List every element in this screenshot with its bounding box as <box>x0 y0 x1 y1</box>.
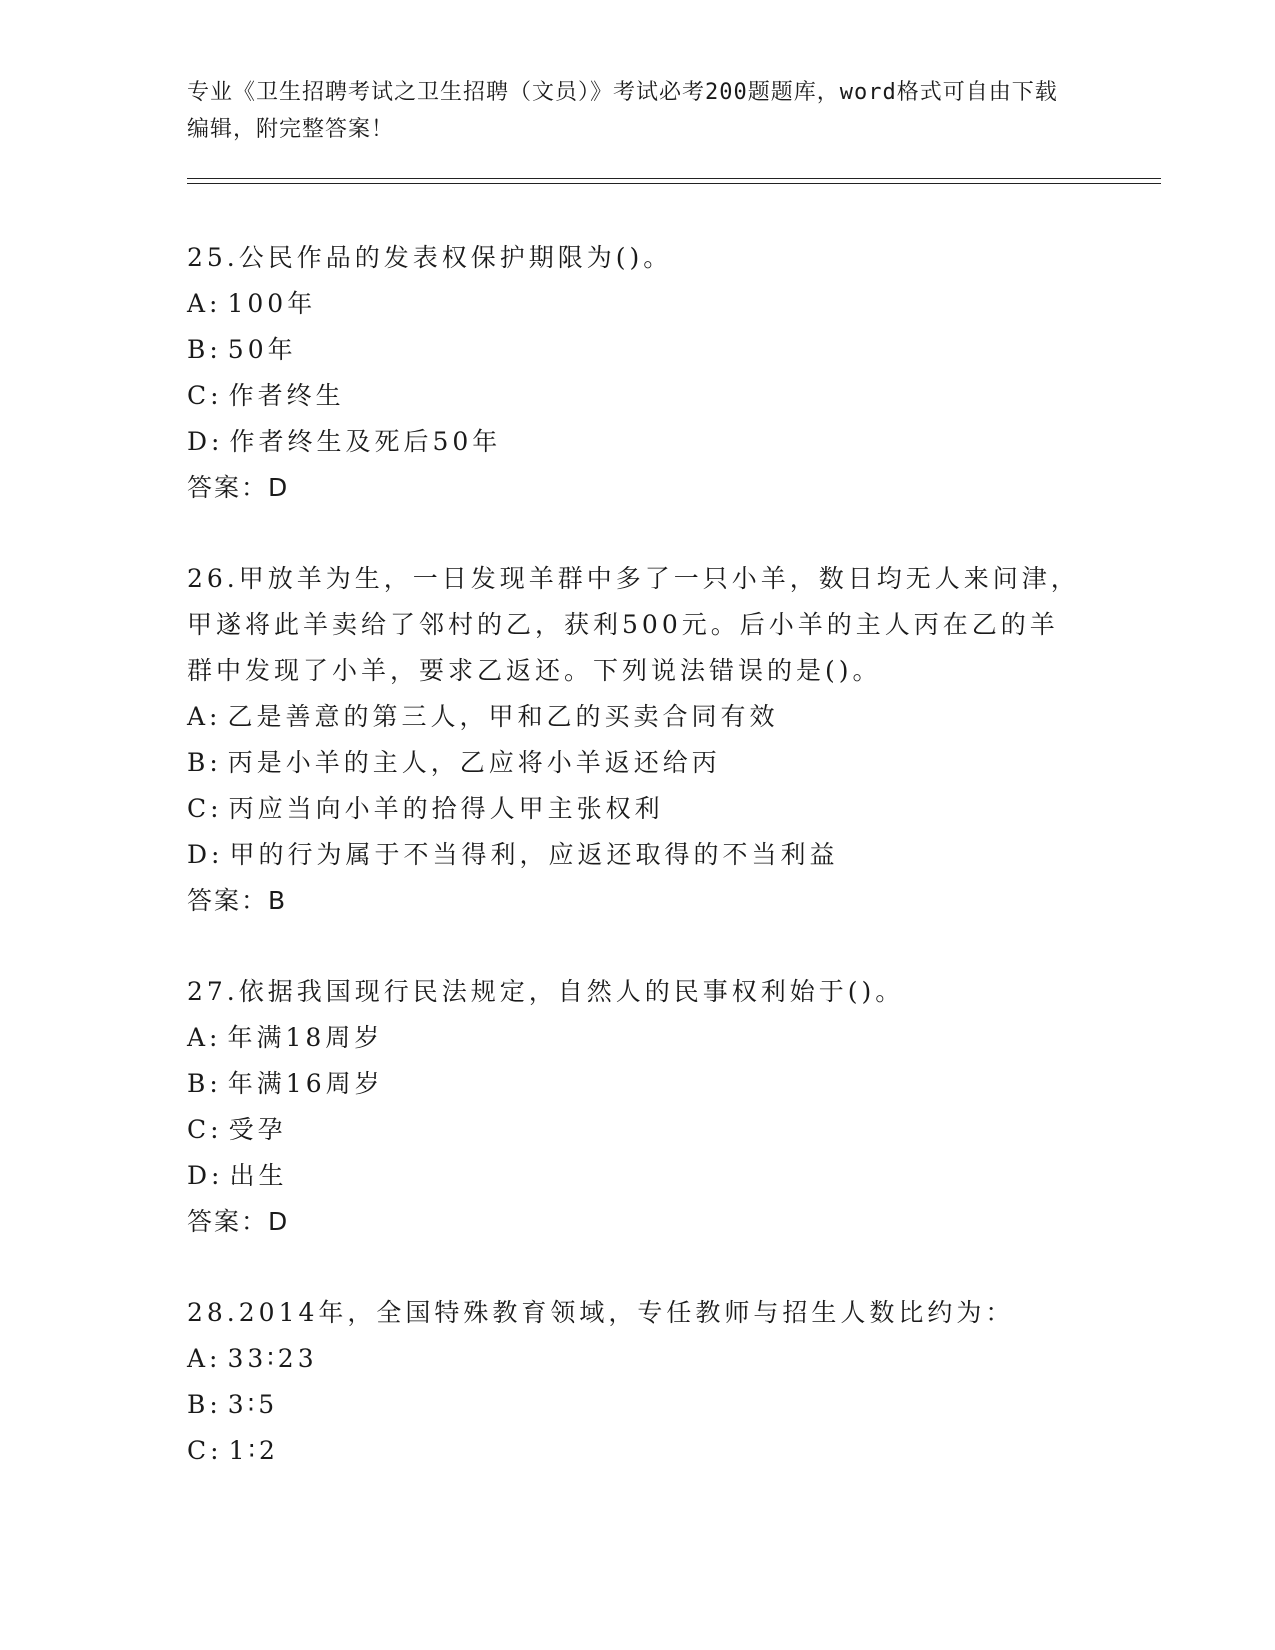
header-divider-bottom <box>187 183 1161 184</box>
option-b <box>187 1382 1087 1428</box>
option-letter: B: <box>187 335 222 364</box>
option-text: 乙是善意的第三人，甲和乙的买卖合同有效 <box>227 702 779 731</box>
question-stem: 27.依据我国现行民法规定，自然人的民事权利始于()。 <box>187 977 905 1006</box>
option-a <box>187 1015 1087 1061</box>
option-d <box>187 832 1087 878</box>
question-25 <box>187 235 1087 511</box>
option-b <box>187 740 1087 786</box>
option-text: 50年 <box>227 335 297 364</box>
answer: 答案：B <box>187 886 288 915</box>
option-text: 丙应当向小羊的拾得人甲主张权利 <box>228 794 664 823</box>
option-c <box>187 1107 1087 1153</box>
option-letter: D: <box>187 427 224 456</box>
option-c <box>187 786 1087 832</box>
option-letter: A: <box>187 1344 222 1373</box>
option-d <box>187 1153 1087 1199</box>
option-b <box>187 327 1087 373</box>
option-text: 100年 <box>227 289 317 318</box>
option-text: 年满16周岁 <box>227 1069 384 1098</box>
option-text: 作者终生及死后50年 <box>229 427 502 456</box>
option-b <box>187 1061 1087 1107</box>
answer: 答案：D <box>187 473 290 502</box>
option-text: 3∶5 <box>227 1390 279 1419</box>
question-stem: 26.甲放羊为生，一日发现羊群中多了一只小羊，数日均无人来问津，甲遂将此羊卖给了邻村的乙，获利500元。后小羊的主人丙在乙的羊群中发现了小羊，要求乙返还。下列说法错误的是()。 <box>187 564 1080 685</box>
option-letter: A: <box>187 1023 222 1052</box>
option-a <box>187 1336 1087 1382</box>
option-text: 甲的行为属于不当得利，应返还取得的不当利益 <box>229 840 839 869</box>
option-letter: B: <box>187 1069 222 1098</box>
option-letter: C: <box>187 1436 223 1465</box>
option-letter: A: <box>187 702 222 731</box>
option-a <box>187 281 1087 327</box>
question-stem: 28.2014年，全国特殊教育领域，专任教师与招生人数比约为： <box>187 1298 1015 1327</box>
option-text: 33∶23 <box>227 1344 318 1373</box>
option-text: 出生 <box>229 1161 288 1190</box>
option-letter: C: <box>187 1115 223 1144</box>
option-text: 年满18周岁 <box>227 1023 384 1052</box>
option-letter: C: <box>187 381 223 410</box>
option-c <box>187 1428 1087 1474</box>
option-letter: D: <box>187 840 224 869</box>
option-letter: D: <box>187 1161 224 1190</box>
question-27 <box>187 969 1087 1245</box>
option-letter: B: <box>187 748 222 777</box>
option-letter: B: <box>187 1390 222 1419</box>
option-a <box>187 694 1087 740</box>
header-divider-top <box>187 178 1161 179</box>
option-c <box>187 373 1087 419</box>
answer: 答案：D <box>187 1207 290 1236</box>
option-text: 受孕 <box>228 1115 287 1144</box>
option-text: 作者终生 <box>228 381 345 410</box>
option-text: 1∶2 <box>228 1436 279 1465</box>
question-28 <box>187 1290 1087 1474</box>
option-letter: A: <box>187 289 222 318</box>
question-stem: 25.公民作品的发表权保护期限为()。 <box>187 243 673 272</box>
option-text: 丙是小羊的主人，乙应将小羊返还给丙 <box>227 748 721 777</box>
option-d <box>187 419 1087 465</box>
option-letter: C: <box>187 794 223 823</box>
document-header: 专业《卫生招聘考试之卫生招聘（文员）》考试必考200题题库，word格式可自由下载编辑，附完整答案！ <box>187 80 1058 142</box>
question-26 <box>187 556 1087 924</box>
